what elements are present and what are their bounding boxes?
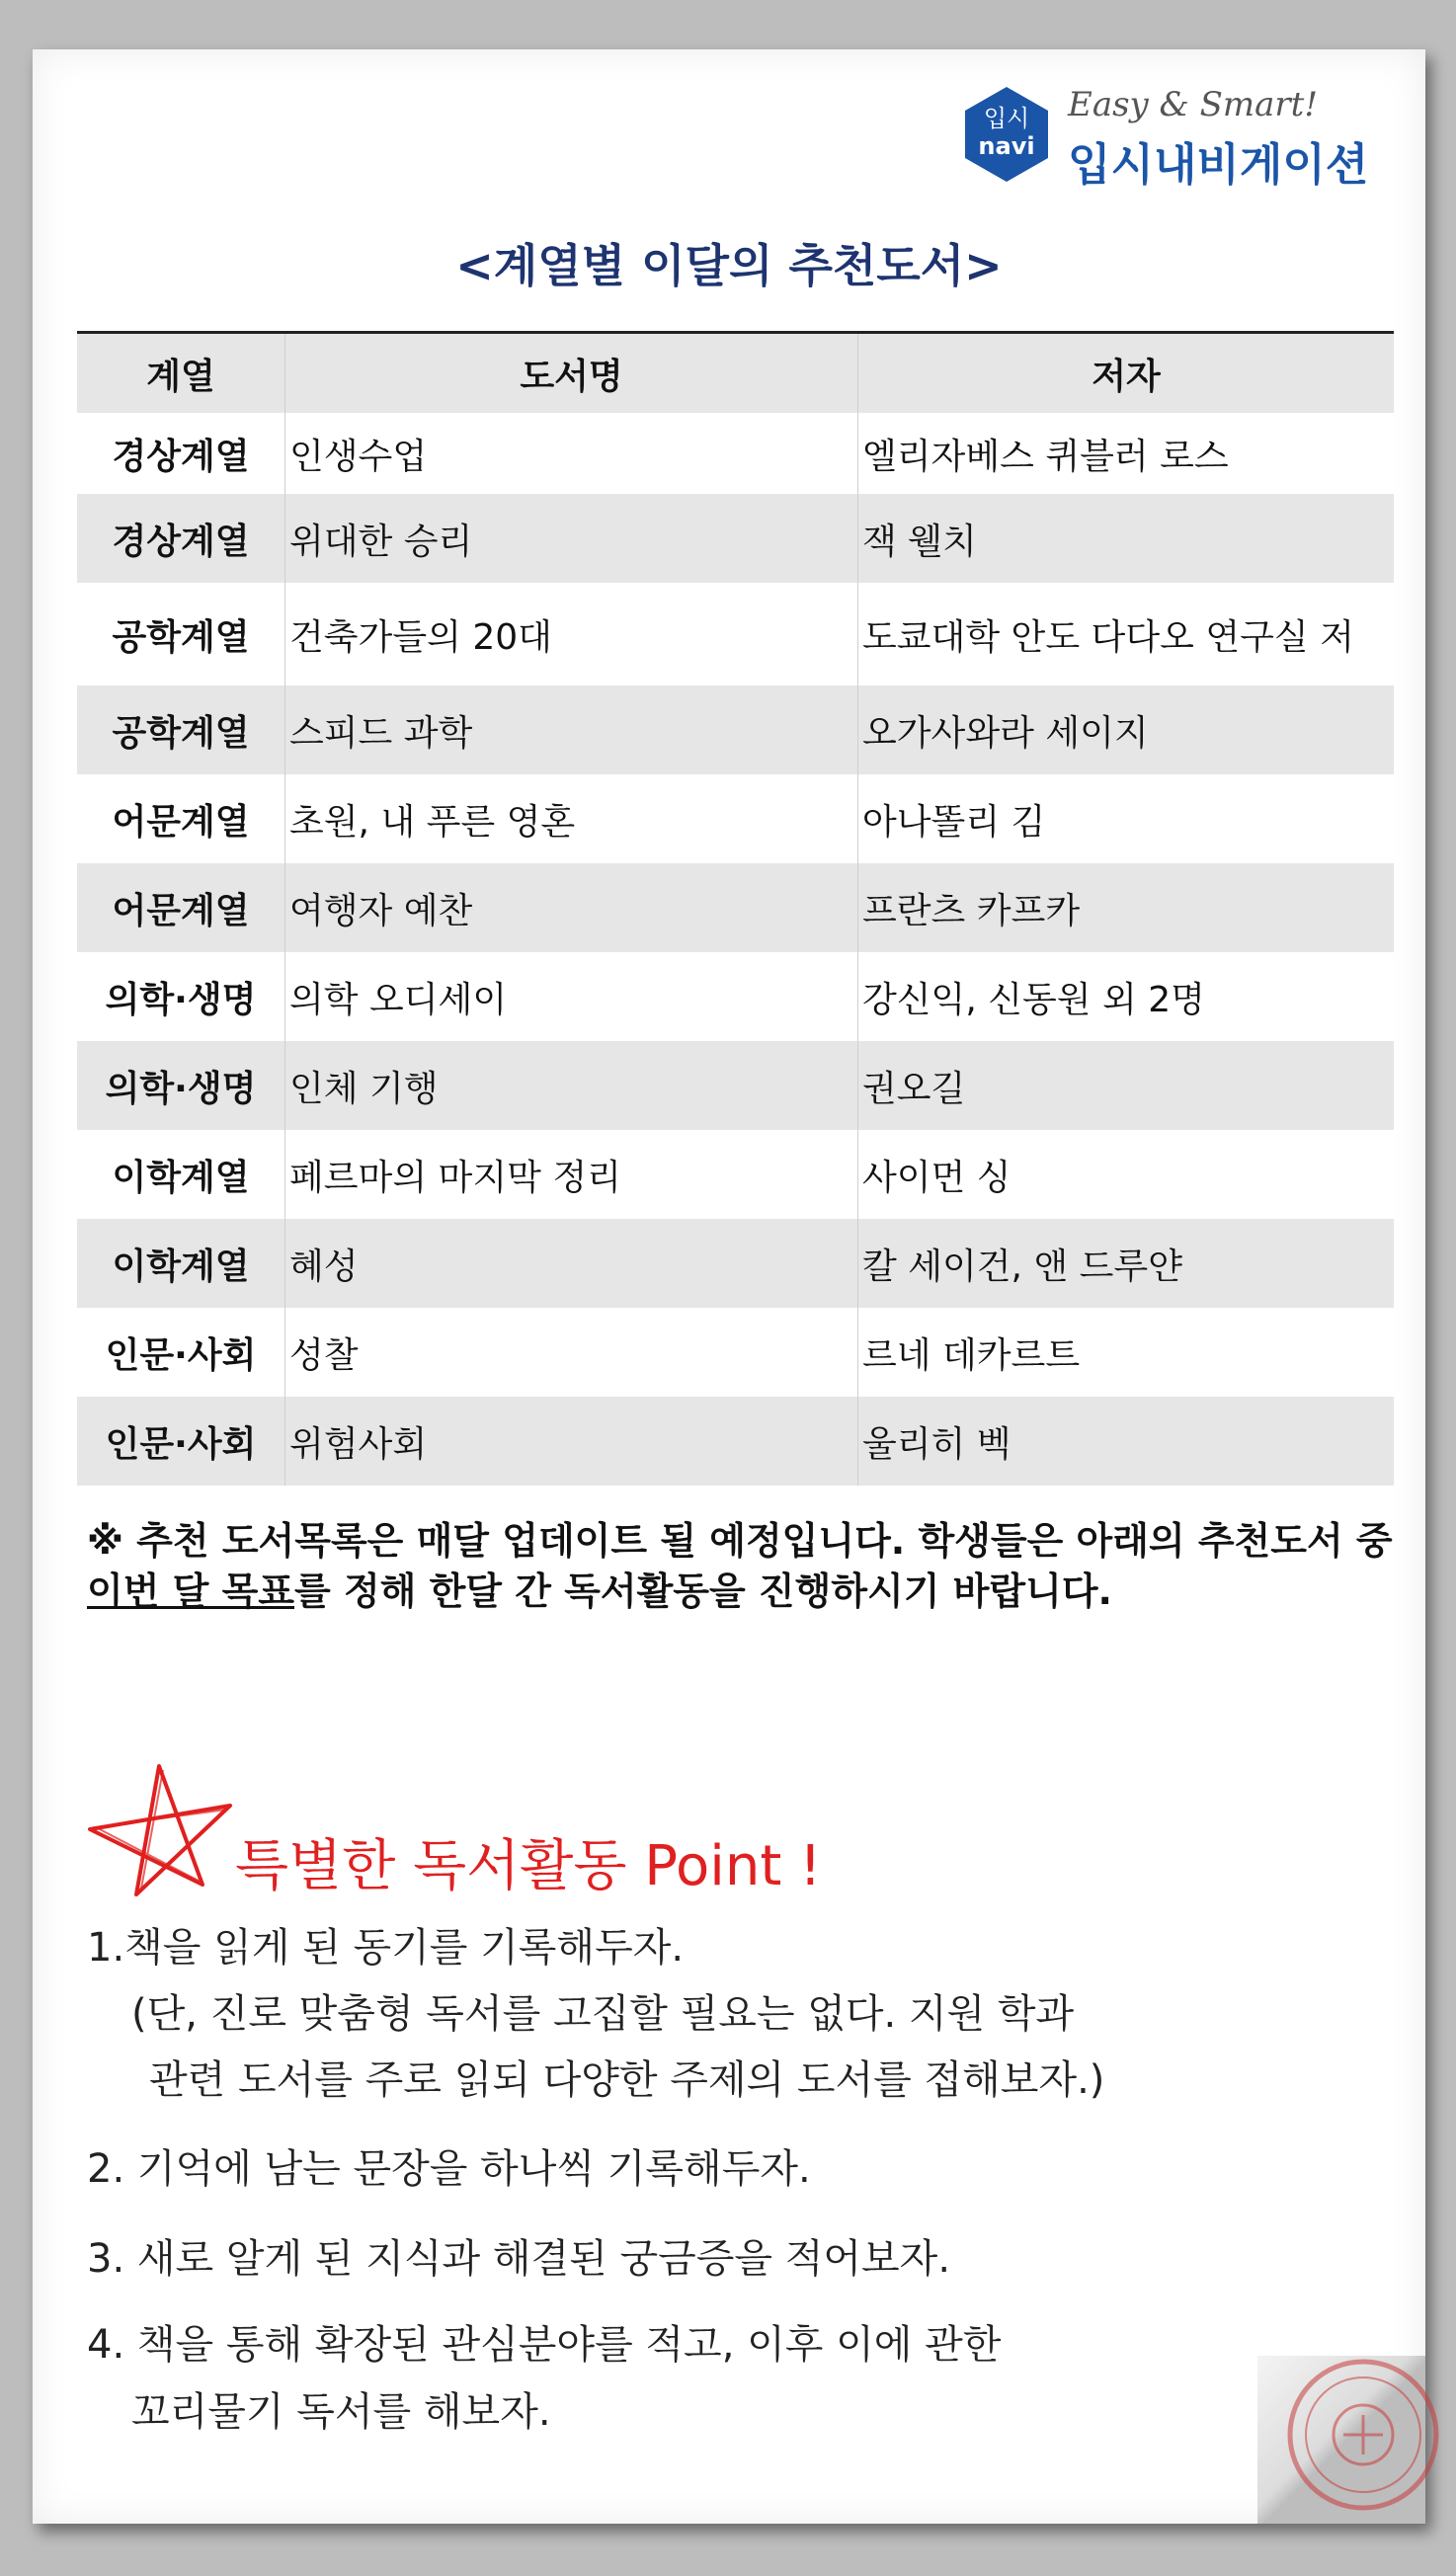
document-page (33, 49, 1425, 2524)
row-author: 프란츠 카프카 (858, 863, 1395, 952)
table-row (77, 1308, 1394, 1397)
tip-2: 2. 기억에 남는 문장을 하나씩 기록해두자. (87, 2146, 811, 2192)
recommended-books-table (77, 331, 1394, 1486)
row-category: 인문·사회 (77, 1397, 285, 1486)
row-category: 이학계열 (77, 1219, 285, 1308)
logo-name: 입시내비게이션 (1068, 138, 1369, 191)
notice-text (87, 1516, 1401, 1617)
page-title: <계열별 이달의 추천도서> (455, 239, 1003, 292)
notice-underlined: 이번 달 목표 (87, 1570, 294, 1613)
row-book: 혜성 (285, 1219, 858, 1308)
row-category: 공학계열 (77, 583, 285, 685)
row-author: 칼 세이건, 앤 드루얀 (858, 1219, 1395, 1308)
row-author: 아나똘리 김 (858, 774, 1395, 863)
row-book: 성찰 (285, 1308, 858, 1397)
row-category: 어문계열 (77, 774, 285, 863)
row-author: 권오길 (858, 1041, 1395, 1130)
table-row (77, 583, 1394, 685)
row-author: 울리히 벡 (858, 1397, 1395, 1486)
header-author: 저자 (858, 333, 1395, 414)
row-book: 페르마의 마지막 정리 (285, 1130, 858, 1219)
tip-4-line2: 꼬리물기 독서를 해보자. (131, 2389, 551, 2435)
row-author: 잭 웰치 (858, 494, 1395, 583)
row-category: 이학계열 (77, 1130, 285, 1219)
row-book: 건축가들의 20대 (285, 583, 858, 685)
row-category: 의학·생명 (77, 1041, 285, 1130)
red-star-icon (82, 1758, 240, 1910)
row-category: 인문·사회 (77, 1308, 285, 1397)
point-title: 특별한 독서활동 Point ! (235, 1834, 822, 1898)
header-book: 도서명 (285, 333, 858, 414)
tip-3: 3. 새로 알게 된 지식과 해결된 궁금증을 적어보자. (87, 2236, 951, 2282)
row-category: 공학계열 (77, 685, 285, 774)
hexagon-logo-icon (961, 85, 1052, 184)
row-book: 초원, 내 푸른 영혼 (285, 774, 858, 863)
tip-1: 1.책을 읽게 된 동기를 기록해두자. (87, 1925, 685, 1971)
notice-part-2: 를 정해 한달 간 독서활동을 진행하시기 바랍니다. (294, 1570, 1112, 1613)
row-book: 스피드 과학 (285, 685, 858, 774)
row-author: 강신익, 신동원 외 2명 (858, 952, 1395, 1041)
table-row (77, 774, 1394, 863)
notice-part-1: ※ 추천 도서목록은 매달 업데이트 될 예정입니다. 학생들은 아래의 추천도서 중 (87, 1519, 1393, 1563)
table-row (77, 685, 1394, 774)
brand-logo (961, 77, 1376, 191)
tip-1-note-line1: (단, 진로 맞춤형 독서를 고집할 필요는 없다. 지원 학과 (131, 1991, 1075, 2037)
row-category: 경상계열 (77, 413, 285, 494)
table-row (77, 952, 1394, 1041)
logo-hex-text-bottom: navi (978, 132, 1035, 160)
row-category: 의학·생명 (77, 952, 285, 1041)
row-author: 르네 데카르트 (858, 1308, 1395, 1397)
logo-slogan: Easy & Smart! (1068, 85, 1319, 124)
row-book: 인체 기행 (285, 1041, 858, 1130)
table-header-row (77, 333, 1394, 414)
row-author: 도쿄대학 안도 다다오 연구실 저 (858, 583, 1395, 685)
table-row (77, 1130, 1394, 1219)
row-category: 어문계열 (77, 863, 285, 952)
row-category: 경상계열 (77, 494, 285, 583)
table-row (77, 1041, 1394, 1130)
row-book: 위험사회 (285, 1397, 858, 1486)
row-book: 의학 오디세이 (285, 952, 858, 1041)
row-book: 위대한 승리 (285, 494, 858, 583)
row-book: 인생수업 (285, 413, 858, 494)
row-author: 엘리자베스 퀴블러 로스 (858, 413, 1395, 494)
table-row (77, 494, 1394, 583)
logo-hex-text-top: 입시 (983, 105, 1030, 132)
seal-stamp-icon (1284, 2356, 1442, 2518)
table-row (77, 1397, 1394, 1486)
row-author: 오가사와라 세이지 (858, 685, 1395, 774)
table-row (77, 413, 1394, 494)
tip-4: 4. 책을 통해 확장된 관심분야를 적고, 이후 이에 관한 (87, 2322, 1002, 2368)
table-row (77, 863, 1394, 952)
table-row (77, 1219, 1394, 1308)
tip-1-note-line2: 관련 도서를 주로 읽되 다양한 주제의 도서를 접해보자.) (149, 2057, 1105, 2103)
row-book: 여행자 예찬 (285, 863, 858, 952)
header-category: 계열 (77, 333, 285, 414)
row-author: 사이먼 싱 (858, 1130, 1395, 1219)
